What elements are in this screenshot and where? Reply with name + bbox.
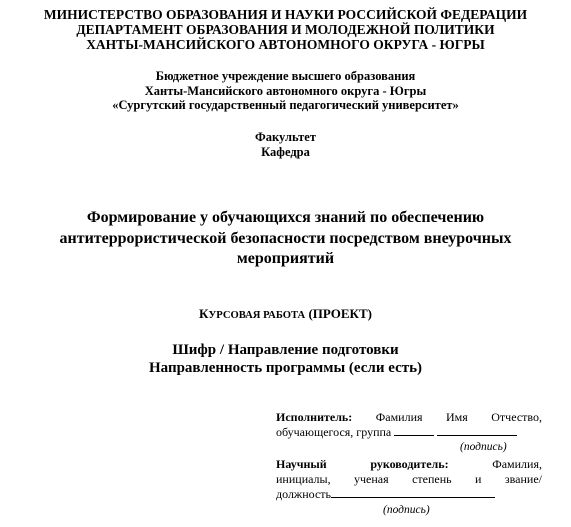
institution-line-2: Ханты-Мансийского автономного округа - Югры — [144, 83, 427, 98]
executor-block — [276, 410, 542, 440]
supervisor-position-field[interactable] — [331, 487, 495, 498]
supervisor-signature-caption: (подпись) — [383, 504, 430, 516]
supervisor-block — [276, 457, 542, 503]
institution-header — [0, 69, 571, 113]
executor-group-label: обучающегося, группа — [276, 425, 392, 440]
executor-line-2 — [276, 425, 542, 440]
group-field[interactable] — [394, 425, 434, 436]
executor-signature-caption: (подпись) — [460, 441, 507, 453]
supervisor-position-label: должность — [276, 487, 331, 502]
ministry-line-1: МИНИСТЕРСТВО ОБРАЗОВАНИЯ И НАУКИ РОССИЙСКОЙ ФЕДЕРАЦИИ — [43, 7, 528, 22]
specialty-block — [0, 341, 571, 377]
executor-name: Фамилия Имя Отчество, — [375, 410, 542, 424]
department-label: Кафедра — [261, 144, 310, 159]
supervisor-name: Фамилия, — [492, 457, 542, 471]
faculty-label: Факультет — [255, 130, 316, 144]
work-type-first-letter: К — [199, 306, 209, 321]
work-type-suffix: (ПРОЕКТ) — [305, 306, 372, 321]
title-line-2: антитеррористической безопасности посредством внеурочных — [59, 229, 512, 247]
institution-line-3: «Сургутский государственный педагогический университет» — [112, 98, 459, 113]
institution-line-1: Бюджетное учреждение высшего образования — [155, 69, 416, 83]
title-line-3: мероприятий — [236, 250, 335, 268]
supervisor-line-1 — [276, 457, 542, 472]
executor-line-1 — [276, 410, 542, 425]
title-line-1: Формирование у обучающихся знаний по обеспечению — [86, 209, 485, 226]
executor-signature-field[interactable] — [437, 425, 517, 436]
ministry-line-3: ХАНТЫ-МАНСИЙСКОГО АВТОНОМНОГО ОКРУГА - ЮГРЫ — [86, 36, 485, 52]
supervisor-label-a: Научный — [276, 457, 327, 471]
supervisor-line-3 — [276, 487, 542, 502]
faculty-block — [0, 130, 571, 159]
specialty-line-2: Направленность программы (если есть) — [148, 360, 423, 376]
work-type — [0, 306, 571, 322]
work-title — [0, 208, 571, 270]
ministry-line-2: ДЕПАРТАМЕНТ ОБРАЗОВАНИЯ И МОЛОДЕЖНОЙ ПОЛИТИКИ — [76, 21, 495, 37]
ministry-header — [0, 8, 571, 52]
work-type-smallcaps: УРСОВАЯ РАБОТА — [208, 310, 306, 321]
supervisor-label-b: руководитель: — [370, 457, 449, 471]
executor-label: Исполнитель: — [276, 410, 353, 424]
supervisor-line-2: инициалы, ученая степень и звание/ — [276, 472, 542, 487]
specialty-line-1: Шифр / Направление подготовки — [172, 342, 399, 358]
